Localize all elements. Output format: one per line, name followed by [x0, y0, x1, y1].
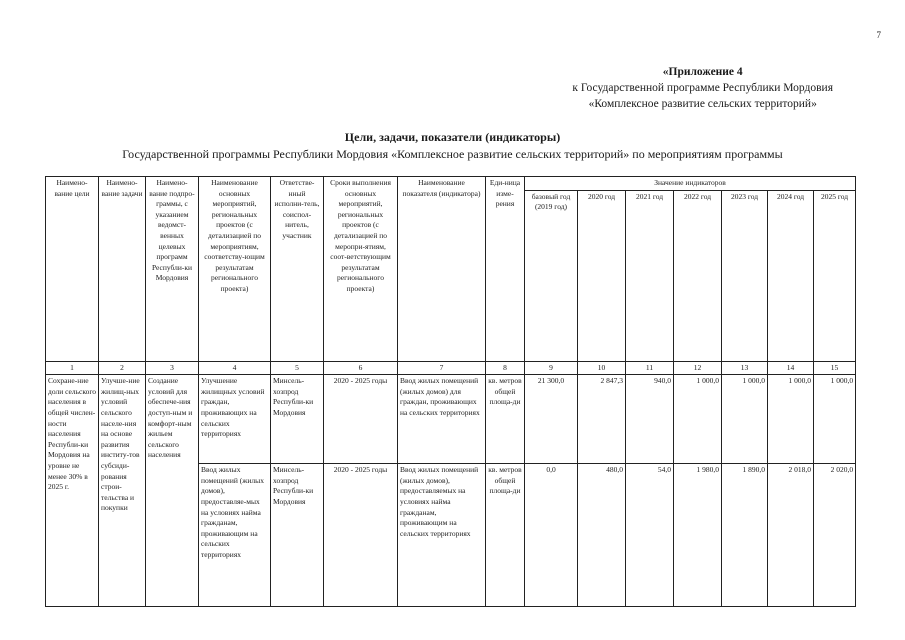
column-number: 14	[768, 361, 814, 375]
header-subprogram: Наимено-вание подпро-граммы, с указанием ведомст-венных целевых программ Республи-ки Мордовия	[146, 177, 199, 362]
column-number-row	[46, 361, 856, 375]
terms-cell: 2020 - 2025 годы	[324, 464, 398, 607]
value-cell: 1 000,0	[722, 375, 768, 464]
column-number: 9	[525, 361, 578, 375]
value-cell: 2 847,3	[578, 375, 626, 464]
header-year: 2022 год	[674, 190, 722, 361]
table-row	[46, 375, 856, 464]
column-number: 6	[324, 361, 398, 375]
terms-cell: 2020 - 2025 годы	[324, 375, 398, 464]
appendix-header	[572, 64, 833, 112]
column-number: 11	[626, 361, 674, 375]
column-number: 12	[674, 361, 722, 375]
column-number: 15	[814, 361, 856, 375]
base-value-cell: 21 300,0	[525, 375, 578, 464]
header-year: 2025 год	[814, 190, 856, 361]
value-cell: 1 890,0	[722, 464, 768, 607]
column-number: 3	[146, 361, 199, 375]
value-cell: 2 020,0	[814, 464, 856, 607]
task-cell: Улучше-ние жилищ-ных условий сельского населе-ния на основе развития институ-тов субсиди-рования строи-тельства и покупки	[99, 375, 146, 607]
column-number: 4	[199, 361, 271, 375]
header-measure: Наименование основных мероприятий, региональных проектов (с детализацией по мероприятиям, соответству-ющим результатам регионального проекта)	[199, 177, 271, 362]
indicators-table	[45, 176, 856, 607]
page-number: 7	[876, 30, 881, 40]
value-cell: 2 018,0	[768, 464, 814, 607]
column-number: 13	[722, 361, 768, 375]
header-executor: Ответстве-нный исполни-тель, соиспол-нитель, участник	[271, 177, 324, 362]
header-values-group: Значение индикаторов	[525, 177, 856, 191]
executor-cell: Минсель-хозпрод Республи-ки Мордовия	[271, 375, 324, 464]
header-base-year: базовый год (2019 год)	[525, 190, 578, 361]
appendix-title: «Приложение 4	[662, 66, 743, 78]
column-number: 8	[486, 361, 525, 375]
measure-cell: Улучшение жилищных условий граждан, проживающих на сельских территориях	[199, 375, 271, 464]
value-cell: 940,0	[626, 375, 674, 464]
unit-cell: кв. метров общей площа-ди	[486, 375, 525, 464]
subprogram-cell: Создание условий для обеспече-ния доступ-ным и комфорт-ным жильем сельского населения	[146, 375, 199, 607]
header-year: 2023 год	[722, 190, 768, 361]
appendix-subtitle-1: к Государственной программе Республики Мордовия	[572, 82, 833, 94]
header-unit: Еди-ница изме-рения	[486, 177, 525, 362]
indicator-cell: Ввод жилых помещений (жилых домов), предоставляемых на условиях найма гражданам, проживающим на сельских территориях	[398, 464, 486, 607]
header-indicator: Наименование показателя (индикатора)	[398, 177, 486, 362]
document-title-main: Цели, задачи, показатели (индикаторы)	[344, 130, 561, 144]
header-year: 2021 год	[626, 190, 674, 361]
column-number: 10	[578, 361, 626, 375]
column-number: 5	[271, 361, 324, 375]
goal-cell: Сохране-ние доли сельского населения в общей числен-ности населения Республи-ки Мордовия на уровне не менее 30% в 2025 г.	[46, 375, 99, 607]
value-cell: 54,0	[626, 464, 674, 607]
appendix-subtitle-2: «Комплексное развитие сельских территорий»	[588, 98, 817, 110]
column-number: 2	[99, 361, 146, 375]
value-cell: 1 000,0	[768, 375, 814, 464]
value-cell: 1 980,0	[674, 464, 722, 607]
header-task: Наимено-вание задачи	[99, 177, 146, 362]
measure-cell: Ввод жилых помещений (жилых домов), предоставляе-мых на условиях найма гражданам, проживающим на сельских территориях	[199, 464, 271, 607]
document-title	[0, 129, 905, 163]
header-year: 2024 год	[768, 190, 814, 361]
unit-cell: кв. метров общей площа-ди	[486, 464, 525, 607]
executor-cell: Минсель-хозпрод Республи-ки Мордовия	[271, 464, 324, 607]
header-terms: Сроки выполнения основных мероприятий, региональных проектов (с детализацией по меропри-ятиям, соот-ветствующим результатам регионального проекта)	[324, 177, 398, 362]
document-title-sub: Государственной программы Республики Мордовия «Комплексное развитие сельских территорий» по мероприятиям программы	[122, 147, 783, 161]
value-cell: 1 000,0	[814, 375, 856, 464]
column-number: 1	[46, 361, 99, 375]
value-cell: 1 000,0	[674, 375, 722, 464]
column-number: 7	[398, 361, 486, 375]
base-value-cell: 0,0	[525, 464, 578, 607]
header-year: 2020 год	[578, 190, 626, 361]
indicator-cell: Ввод жилых помещений (жилых домов) для граждан, проживающих на сельских территориях	[398, 375, 486, 464]
value-cell: 480,0	[578, 464, 626, 607]
header-goal: Наимено-вание цели	[46, 177, 99, 362]
